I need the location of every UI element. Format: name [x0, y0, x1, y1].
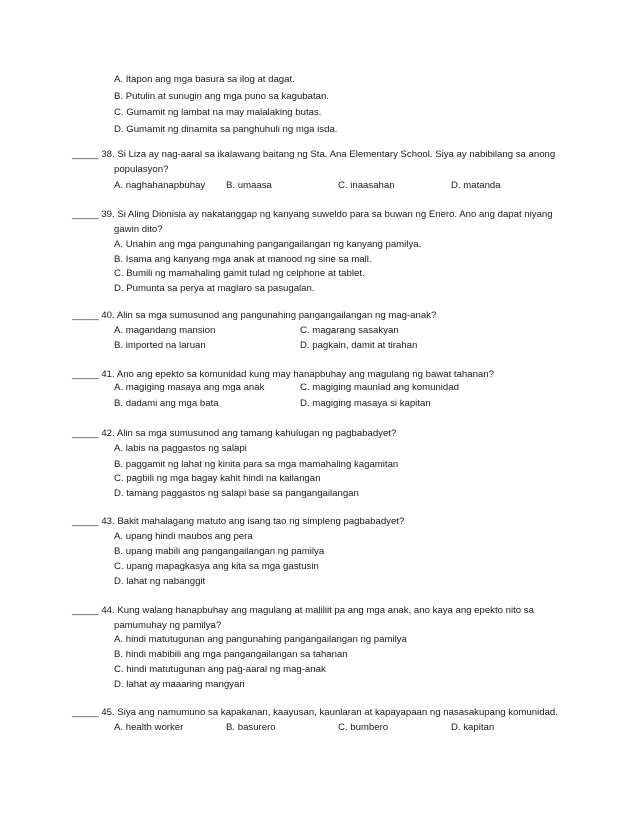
- q45-option-d: D. kapitan: [451, 722, 495, 733]
- q42-option-d: D. tamang paggastos ng salapi base sa pangangailangan: [114, 488, 359, 499]
- q40-option-b: B. imported na laruan: [114, 340, 206, 351]
- q38-option-c: C. inaasahan: [338, 180, 395, 191]
- q41-option-c: C. magiging maunlad ang komunidad: [300, 382, 459, 393]
- q39-option-b: B. Isama ang kanyang mga anak at manood ng sine sa mall.: [114, 254, 372, 265]
- question-45-stem: _____ 45. Siya ang namumuno sa kapakanan, kaayusan, kaunlaran at kapayapaan ng nasasakupang komunidad.: [72, 707, 558, 718]
- q42-option-a: A. labis na paggastos ng salapi: [114, 443, 247, 454]
- option-c: C. Gumamit ng lambat na may malalaking butas.: [114, 107, 322, 118]
- q42-option-b: B. paggamit ng lahat ng kinita para sa mga mamahaling kagamitan: [114, 459, 399, 470]
- q42-option-c: C. pagbili ng mga bagay kahit hindi na kailangan: [114, 473, 321, 484]
- q41-option-d: D. magiging masaya si kapitan: [300, 398, 431, 409]
- q39-option-d: D. Pumunta sa perya at maglaro sa pasugalan.: [114, 283, 315, 294]
- q40-option-c: C. magarang sasakyan: [300, 325, 399, 336]
- q45-option-a: A. health worker: [114, 722, 184, 733]
- q41-option-b: B. dadami ang mga bata: [114, 398, 219, 409]
- option-a: A. Itapon ang mga basura sa ilog at dagat.: [114, 74, 295, 85]
- q43-option-b: B. upang mabili ang pangangailangan ng pamilya: [114, 546, 325, 557]
- q39-option-a: A. Unahin ang mga pangunahing pangangailangan ng kanyang pamilya.: [114, 239, 422, 250]
- question-44-stem-cont: pamumuhay ng pamilya?: [114, 620, 222, 631]
- q44-option-b: B. hindi mabibili ang mga pangangailangan sa tahanan: [114, 649, 348, 660]
- q41-option-a: A. magiging masaya ang mga anak: [114, 382, 265, 393]
- question-39-stem-cont: gawin dito?: [114, 224, 163, 235]
- q39-option-c: C. Bumili ng mamahaling gamit tulad ng celphone at tablet.: [114, 268, 365, 279]
- question-39-stem: _____ 39. Si Aling Dionisia ay nakatanggap ng kanyang suweldo para sa buwan ng Enero. Ano ang dapat niyang: [72, 209, 553, 220]
- q43-option-a: A. upang hindi maubos ang pera: [114, 531, 253, 542]
- q44-option-d: D. lahat ay maaaring mangyari: [114, 679, 245, 690]
- q43-option-c: C. upang mapagkasya ang kita sa mga gastusin: [114, 561, 319, 572]
- q44-option-c: C. hindi matutugunan ang pag-aaral ng mag-anak: [114, 664, 326, 675]
- q43-option-d: D. lahat ng nabanggit: [114, 576, 206, 587]
- question-41-stem: _____ 41. Ano ang epekto sa komunidad kung may hanapbuhay ang magulang ng bawat tahanan?: [72, 369, 494, 380]
- q40-option-d: D. pagkain, damit at tirahan: [300, 340, 418, 351]
- question-38-stem: _____ 38. Si Liza ay nag-aaral sa ikalawang baitang ng Sta. Ana Elementary School. Siya ay nabibilang sa anong: [72, 149, 556, 160]
- q45-option-b: B. basurero: [226, 722, 276, 733]
- question-40-stem: _____ 40. Alin sa mga sumusunod ang pangunahing pangangailangan ng mag-anak?: [72, 310, 437, 321]
- question-43-stem: _____ 43. Bakit mahalagang matuto ang isang tao ng simpleng pagbabadyet?: [72, 516, 405, 527]
- option-b: B. Putulin at sunugin ang mga puno sa kagubatan.: [114, 91, 329, 102]
- q38-option-d: D. matanda: [451, 180, 501, 191]
- question-44-stem: _____ 44. Kung walang hanapbuhay ang magulang at maliliit pa ang mga anak, ano kaya ang epekto nito sa: [72, 605, 534, 616]
- question-38-stem-cont: populasyon?: [114, 164, 169, 175]
- q40-option-a: A. magandang mansion: [114, 325, 216, 336]
- q45-option-c: C. bumbero: [338, 722, 389, 733]
- q44-option-a: A. hindi matutugunan ang pangunahing pangangailangan ng pamilya: [114, 634, 407, 645]
- q38-option-a: A. naghahanapbuhay: [114, 180, 206, 191]
- option-d: D. Gumamit ng dinamita sa panghuhuli ng mga isda.: [114, 124, 338, 135]
- q38-option-b: B. umaasa: [226, 180, 272, 191]
- question-42-stem: _____ 42. Alin sa mga sumusunod ang tamang kahulugan ng pagbabadyet?: [72, 428, 397, 439]
